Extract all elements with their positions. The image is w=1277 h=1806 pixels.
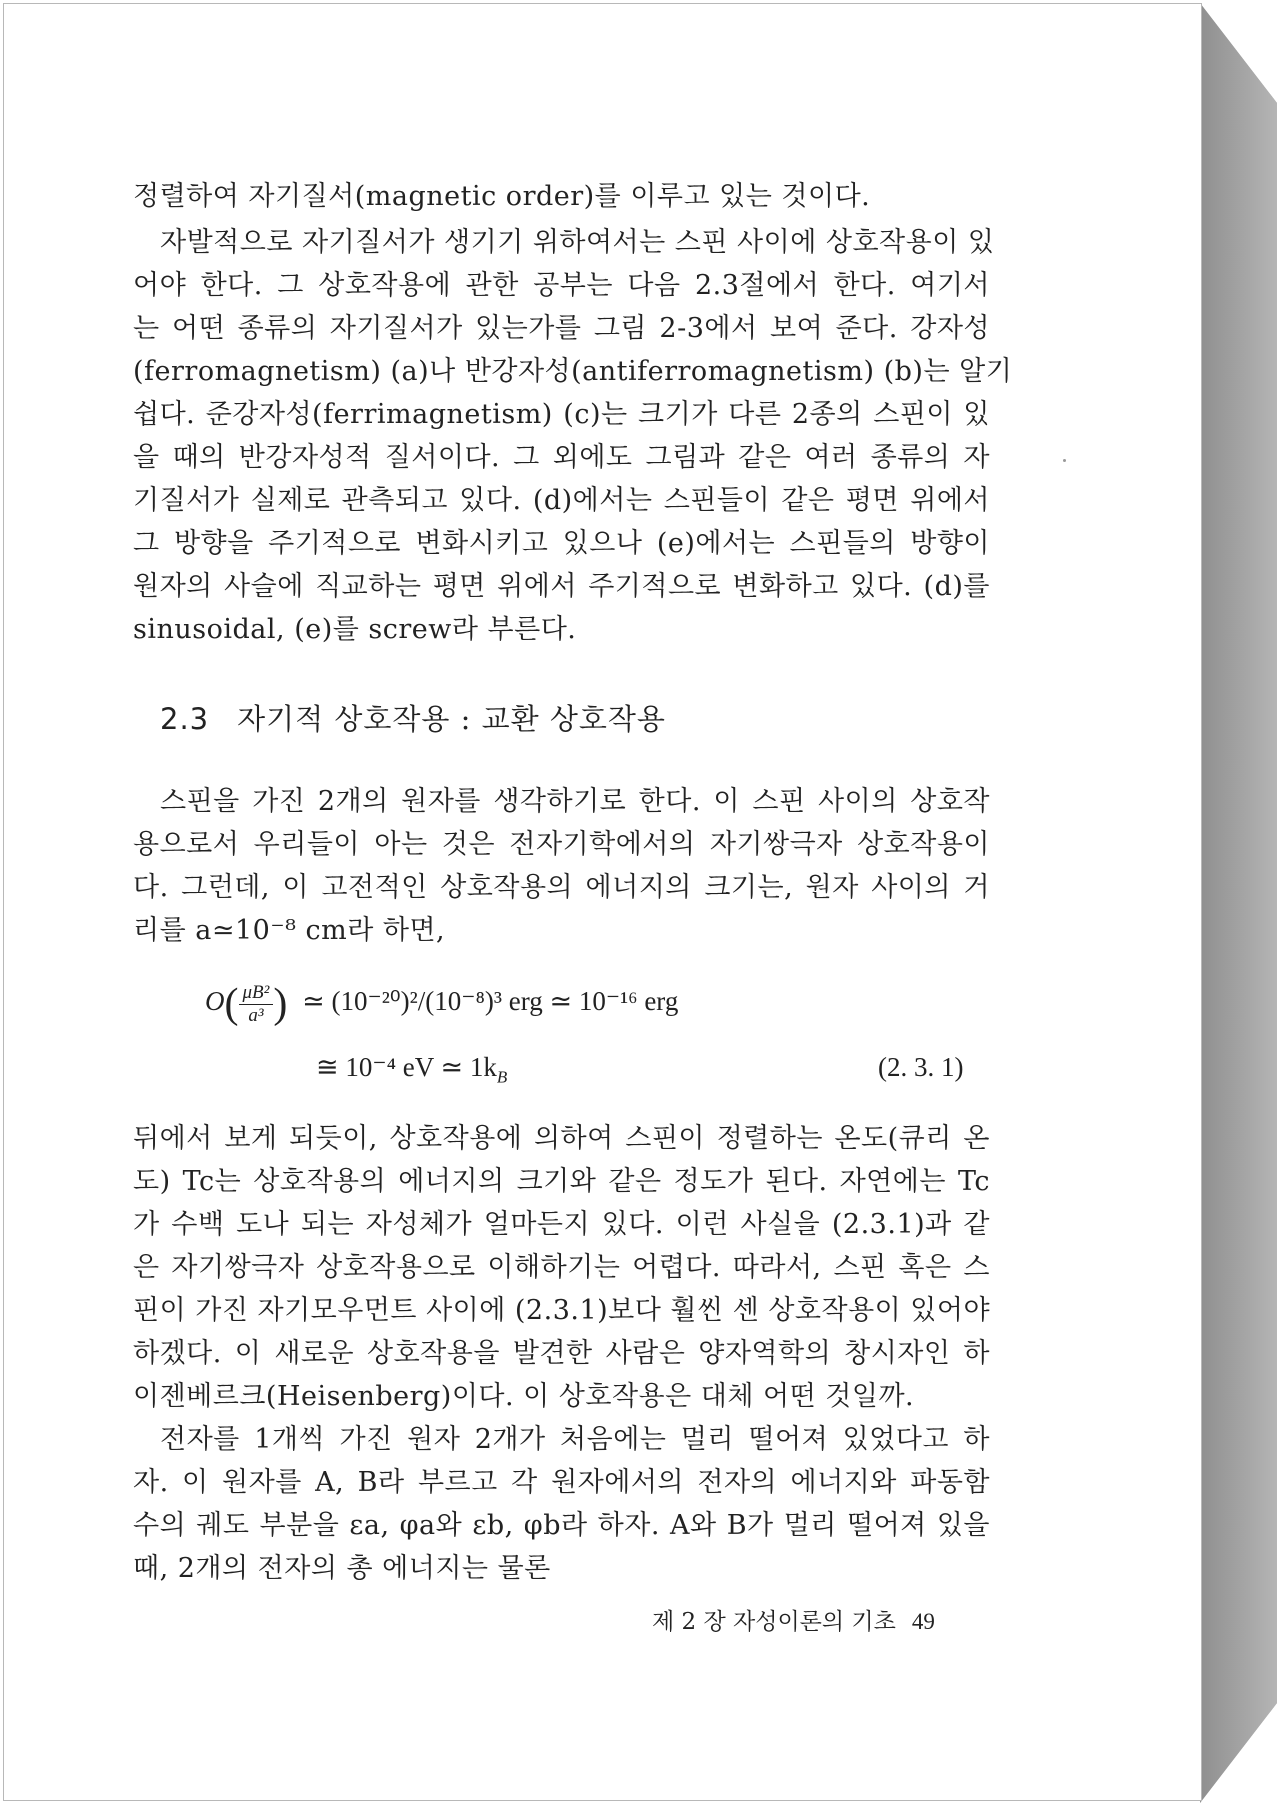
text-line: 이젠베르크(Heisenberg)이다. 이 상호작용은 대체 어떤 것일까. bbox=[133, 1381, 915, 1412]
paragraph-heisenberg bbox=[133, 1117, 990, 1418]
equation-line-1: O( $\frac{\text{μB²}}{\text{a³}}$ ) ≃ (10⁻²⁰)²/(10⁻⁸)³ erg ≃ 10⁻¹⁶ erg bbox=[205, 981, 679, 1027]
paragraph-magnetic-order bbox=[133, 175, 1013, 651]
text-line: 을 때의 반강자성적 질서이다. 그 외에도 그림과 같은 여러 종류의 자 bbox=[133, 442, 990, 473]
paragraph-dipole-interaction bbox=[133, 780, 990, 952]
running-footer bbox=[652, 1603, 935, 1636]
equation-number: (2. 3. 1) bbox=[878, 1052, 964, 1082]
section-title: 자기적 상호작용 : 교환 상호작용 bbox=[237, 702, 666, 736]
text-line: 어야 한다. 그 상호작용에 관한 공부는 다음 2.3절에서 한다. 여기서 bbox=[133, 270, 990, 301]
page-edge-thickness bbox=[1200, 3, 1277, 1803]
text-line: 는 어떤 종류의 자기질서가 있는가를 그림 2-3에서 보여 준다. 강자성 bbox=[133, 313, 990, 344]
text-line: 스핀을 가진 2개의 원자를 생각하기로 한다. 이 스핀 사이의 상호작 bbox=[160, 786, 990, 817]
text-line: 다. 그런데, 이 고전적인 상호작용의 에너지의 크기는, 원자 사이의 거 bbox=[133, 872, 990, 903]
text-line: 쉽다. 준강자성(ferrimagnetism) (c)는 크기가 다른 2종의 스핀이 있 bbox=[133, 399, 990, 430]
text-line: 핀이 가진 자기모우먼트 사이에 (2.3.1)보다 훨씬 센 상호작용이 있어야 bbox=[133, 1295, 991, 1326]
text-line: 뒤에서 보게 되듯이, 상호작용에 의하여 스핀이 정렬하는 온도(큐리 온 bbox=[133, 1123, 990, 1154]
text-line: (ferromagnetism) (a)나 반강자성(antiferromagnetism) (b)는 알기 bbox=[133, 356, 1013, 387]
text-line: 수의 궤도 부분을 εa, φa와 εb, φb라 하자. A와 B가 멀리 떨어져 있을 bbox=[133, 1510, 990, 1541]
equation-line1-rest: ≃ (10⁻²⁰)²/(10⁻⁸)³ erg ≃ 10⁻¹⁶ erg bbox=[302, 986, 679, 1017]
text-line: 때, 2개의 전자의 총 에너지는 물론 bbox=[133, 1553, 551, 1584]
text-line: 정렬하여 자기질서(magnetic order)를 이루고 있는 것이다. bbox=[133, 181, 871, 212]
text-line: 기질서가 실제로 관측되고 있다. (d)에서는 스핀들이 같은 평면 위에서 bbox=[133, 485, 990, 516]
text-line: 하겠다. 이 새로운 상호작용을 발견한 사람은 양자역학의 창시자인 하 bbox=[133, 1338, 990, 1369]
text-line: 도) Tc는 상호작용의 에너지의 크기와 같은 정도가 된다. 자연에는 Tc bbox=[133, 1166, 990, 1197]
text-line: 리를 a≃10⁻⁸ cm라 하면, bbox=[133, 915, 446, 946]
paragraph-two-atoms bbox=[133, 1418, 990, 1590]
equation-denominator: a³ bbox=[248, 1004, 264, 1026]
text-line: 원자의 사슬에 직교하는 평면 위에서 주기적으로 변화하고 있다. (d)를 bbox=[133, 571, 990, 602]
text-line: 가 수백 도나 되는 자성체가 얼마든지 있다. 이런 사실을 (2.3.1)과 같 bbox=[133, 1209, 990, 1240]
equation-line-2 bbox=[316, 1052, 507, 1087]
equation-numerator: μB² bbox=[239, 982, 274, 1005]
scan-speck bbox=[1063, 459, 1066, 462]
equation-line2-subscript: B bbox=[496, 1067, 508, 1087]
section-heading bbox=[160, 697, 666, 738]
text-line: 자발적으로 자기질서가 생기기 위하여서는 스핀 사이에 상호작용이 있 bbox=[160, 227, 995, 258]
text-line: 용으로서 우리들이 아는 것은 전자기학에서의 자기쌍극자 상호작용이 bbox=[133, 829, 990, 860]
text-line: 자. 이 원자를 A, B라 부르고 각 원자에서의 전자의 에너지와 파동함 bbox=[133, 1467, 990, 1498]
text-line: 은 자기쌍극자 상호작용으로 이해하기는 어렵다. 따라서, 스핀 혹은 스 bbox=[133, 1252, 990, 1283]
text-line: 그 방향을 주기적으로 변화시키고 있으나 (e)에서는 스핀들의 방향이 bbox=[133, 528, 990, 559]
equation-order-symbol: O bbox=[205, 986, 225, 1017]
page-number: 49 bbox=[911, 1609, 935, 1634]
section-number: 2.3 bbox=[160, 702, 210, 736]
text-line: sinusoidal, (e)를 screw라 부른다. bbox=[133, 614, 577, 645]
chapter-title: 제 2 장 자성이론의 기초 bbox=[652, 1609, 896, 1635]
equation-line2-text: ≅ 10⁻⁴ eV ≃ 1k bbox=[316, 1052, 497, 1082]
equation-fraction bbox=[239, 982, 274, 1027]
text-line: 전자를 1개씩 가진 원자 2개가 처음에는 멀리 떨어져 있었다고 하 bbox=[160, 1424, 990, 1455]
